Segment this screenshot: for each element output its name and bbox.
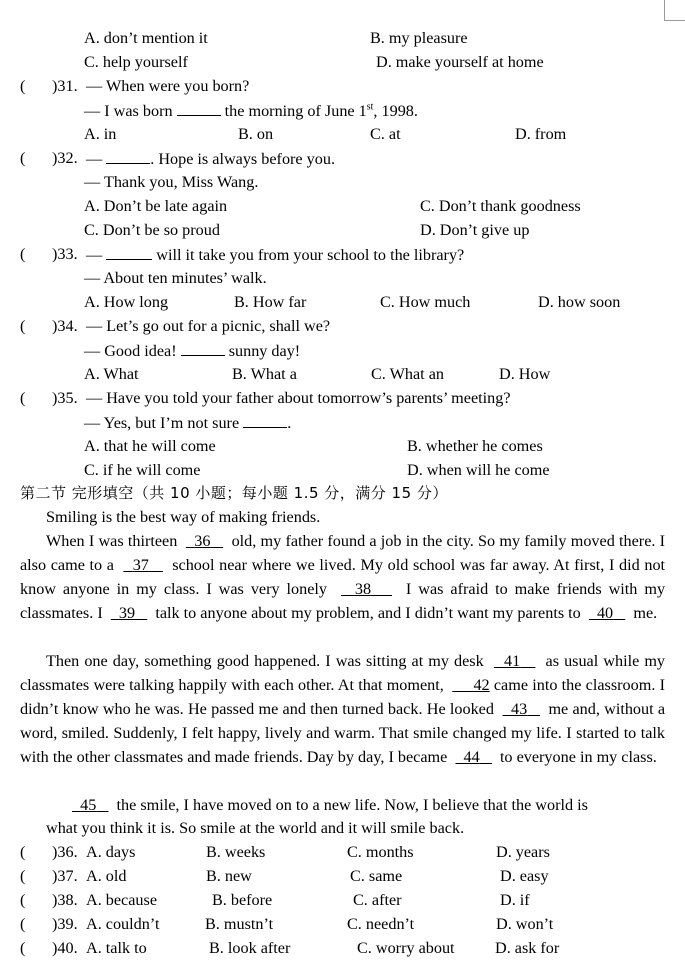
q31-question: — When were you born? bbox=[86, 77, 250, 95]
choice-39-option-a: A. couldn’t bbox=[86, 915, 160, 933]
answer-paren: ( bbox=[20, 891, 26, 909]
choice-40-option-c: C. worry about bbox=[357, 939, 455, 957]
section-title: 第二节 完形填空（共 10 小题；每小题 1.5 分，满分 15 分） bbox=[20, 484, 448, 502]
blank-45: 45 bbox=[80, 796, 97, 814]
q33-option-a: A. How long bbox=[84, 293, 169, 311]
q30-option-a: A. don’t mention it bbox=[84, 29, 208, 47]
q31-option-d: D. from bbox=[515, 125, 567, 143]
choice-38-option-a: A. because bbox=[86, 891, 158, 909]
q32-option-d: D. Don’t give up bbox=[420, 221, 530, 239]
choice-40-number: )40. bbox=[52, 939, 78, 957]
choice-39-option-d: D. won’t bbox=[496, 915, 554, 933]
answer-paren: ( bbox=[20, 915, 26, 933]
choice-37-number: )37. bbox=[52, 867, 78, 885]
q31-number: )31. bbox=[52, 77, 78, 95]
q33-option-b: B. How far bbox=[234, 293, 307, 311]
blank-37: 37 bbox=[132, 556, 149, 574]
choice-40-option-d: D. ask for bbox=[495, 939, 560, 957]
choice-39-option-c: C. needn’t bbox=[347, 915, 415, 933]
q34-option-b: B. What a bbox=[232, 365, 297, 383]
q34-option-d: D. How bbox=[499, 365, 551, 383]
q34-option-a: A. What bbox=[84, 365, 139, 383]
q31-option-c: C. at bbox=[370, 125, 401, 143]
blank-43: 43 bbox=[510, 700, 528, 718]
choice-38-option-c: C. after bbox=[353, 891, 402, 909]
q33-answer: — About ten minutes’ walk. bbox=[84, 269, 267, 287]
q34-number: )34. bbox=[52, 317, 78, 335]
q32-question: — . Hope is always before you. bbox=[86, 150, 335, 168]
passage-closing-line: what you think it is. So smile at the world and it will smile back. bbox=[46, 819, 465, 837]
q34-option-c: C. What an bbox=[371, 365, 444, 383]
q34-question: — Let’s go out for a picnic, shall we? bbox=[86, 317, 331, 335]
q35-answer: — Yes, but I’m not sure . bbox=[84, 414, 292, 432]
choice-36-option-a: A. days bbox=[86, 843, 136, 861]
q35-option-a: A. that he will come bbox=[84, 437, 216, 455]
blank-44: 44 bbox=[463, 748, 480, 766]
answer-paren: ( bbox=[20, 867, 26, 885]
answer-paren: ( bbox=[20, 245, 26, 263]
choice-36-option-d: D. years bbox=[496, 843, 550, 861]
q35-option-d: D. when will he come bbox=[407, 461, 550, 479]
choice-37-option-b: B. new bbox=[206, 867, 252, 885]
choice-36-option-c: C. months bbox=[347, 843, 414, 861]
choice-38-option-b: B. before bbox=[212, 891, 273, 909]
choice-38-option-d: D. if bbox=[500, 891, 530, 909]
choice-37-option-d: D. easy bbox=[500, 867, 549, 885]
q30-option-d: D. make yourself at home bbox=[376, 53, 544, 71]
q34-answer: — Good idea! sunny day! bbox=[84, 342, 301, 360]
passage-title: Smiling is the best way of making friends. bbox=[46, 508, 321, 526]
choice-40-option-a: A. talk to bbox=[86, 939, 147, 957]
q33-question: — will it take you from your school to the library? bbox=[86, 246, 465, 264]
blank-40: 40 bbox=[596, 604, 614, 622]
choice-37-option-c: C. same bbox=[350, 867, 403, 885]
answer-paren: ( bbox=[20, 843, 26, 861]
q33-option-d: D. how soon bbox=[538, 293, 621, 311]
q31-option-b: B. on bbox=[238, 125, 274, 143]
q32-number: )32. bbox=[52, 149, 78, 167]
choice-40-option-b: B. look after bbox=[209, 939, 291, 957]
answer-paren: ( bbox=[20, 317, 26, 335]
choice-37-option-a: A. old bbox=[86, 867, 127, 885]
q30-option-b: B. my pleasure bbox=[370, 29, 468, 47]
passage-paragraph-1: When I was thirteen 36 old, my father found a job in the city. So my family moved there. I also came to a 37 school near where we lived. My old school was far away. At first, I did not know anyone in my class. I was very lonely 38 I was afraid to make friends with my classmates. I 39 talk to anyone about my problem, and I didn’t want my parents to 40 me. bbox=[20, 532, 666, 622]
passage-paragraph-3: 45 the smile, I have moved on to a new life. Now, I believe that the world is bbox=[20, 793, 665, 817]
blank-36: 36 bbox=[194, 532, 211, 550]
q32-option-b: C. Don’t thank goodness bbox=[420, 197, 581, 215]
answer-paren: ( bbox=[20, 389, 26, 407]
q33-number: )33. bbox=[52, 245, 78, 263]
choice-36-option-b: B. weeks bbox=[206, 843, 266, 861]
choice-39-number: )39. bbox=[52, 915, 78, 933]
answer-paren: ( bbox=[20, 77, 26, 95]
q33-option-c: C. How much bbox=[380, 293, 471, 311]
blank-39: 39 bbox=[118, 604, 136, 622]
q31-option-a: A. in bbox=[84, 125, 117, 143]
q35-number: )35. bbox=[52, 389, 78, 407]
choice-39-option-b: B. mustn’t bbox=[205, 915, 274, 933]
q32-option-c: C. Don’t be so proud bbox=[84, 221, 220, 239]
answer-paren: ( bbox=[20, 149, 26, 167]
blank-41: 41 bbox=[503, 652, 521, 670]
choice-38-number: )38. bbox=[52, 891, 78, 909]
q31-answer: — I was born the morning of June 1st, 1998. bbox=[84, 101, 418, 120]
q32-option-a: A. Don’t be late again bbox=[84, 197, 228, 215]
choice-36-number: )36. bbox=[52, 843, 78, 861]
q35-option-b: B. whether he comes bbox=[407, 437, 543, 455]
passage-paragraph-2: Then one day, something good happened. I was sitting at my desk 41 as usual while my classmates were talking happily with each other. At that moment, 42 came into the classroom. I didn’t know who he was. He passed me and then turned back. He looked 43 me and, without a word, smiled. Suddenly, I felt happy, lively and warm. That smile changed my life. I started to talk with the other classmates and made friends. Day by day, I became 44 to everyone in my class. bbox=[20, 652, 666, 766]
q35-option-c: C. if he will come bbox=[84, 461, 201, 479]
answer-paren: ( bbox=[20, 939, 26, 957]
q35-question: — Have you told your father about tomorrow’s parents’ meeting? bbox=[86, 389, 511, 407]
blank-38: 38 bbox=[354, 580, 372, 598]
q30-option-c: C. help yourself bbox=[84, 53, 188, 71]
q32-answer: — Thank you, Miss Wang. bbox=[84, 173, 259, 191]
blank-42: 42 bbox=[473, 676, 490, 694]
page-corner-mark bbox=[664, 0, 685, 21]
